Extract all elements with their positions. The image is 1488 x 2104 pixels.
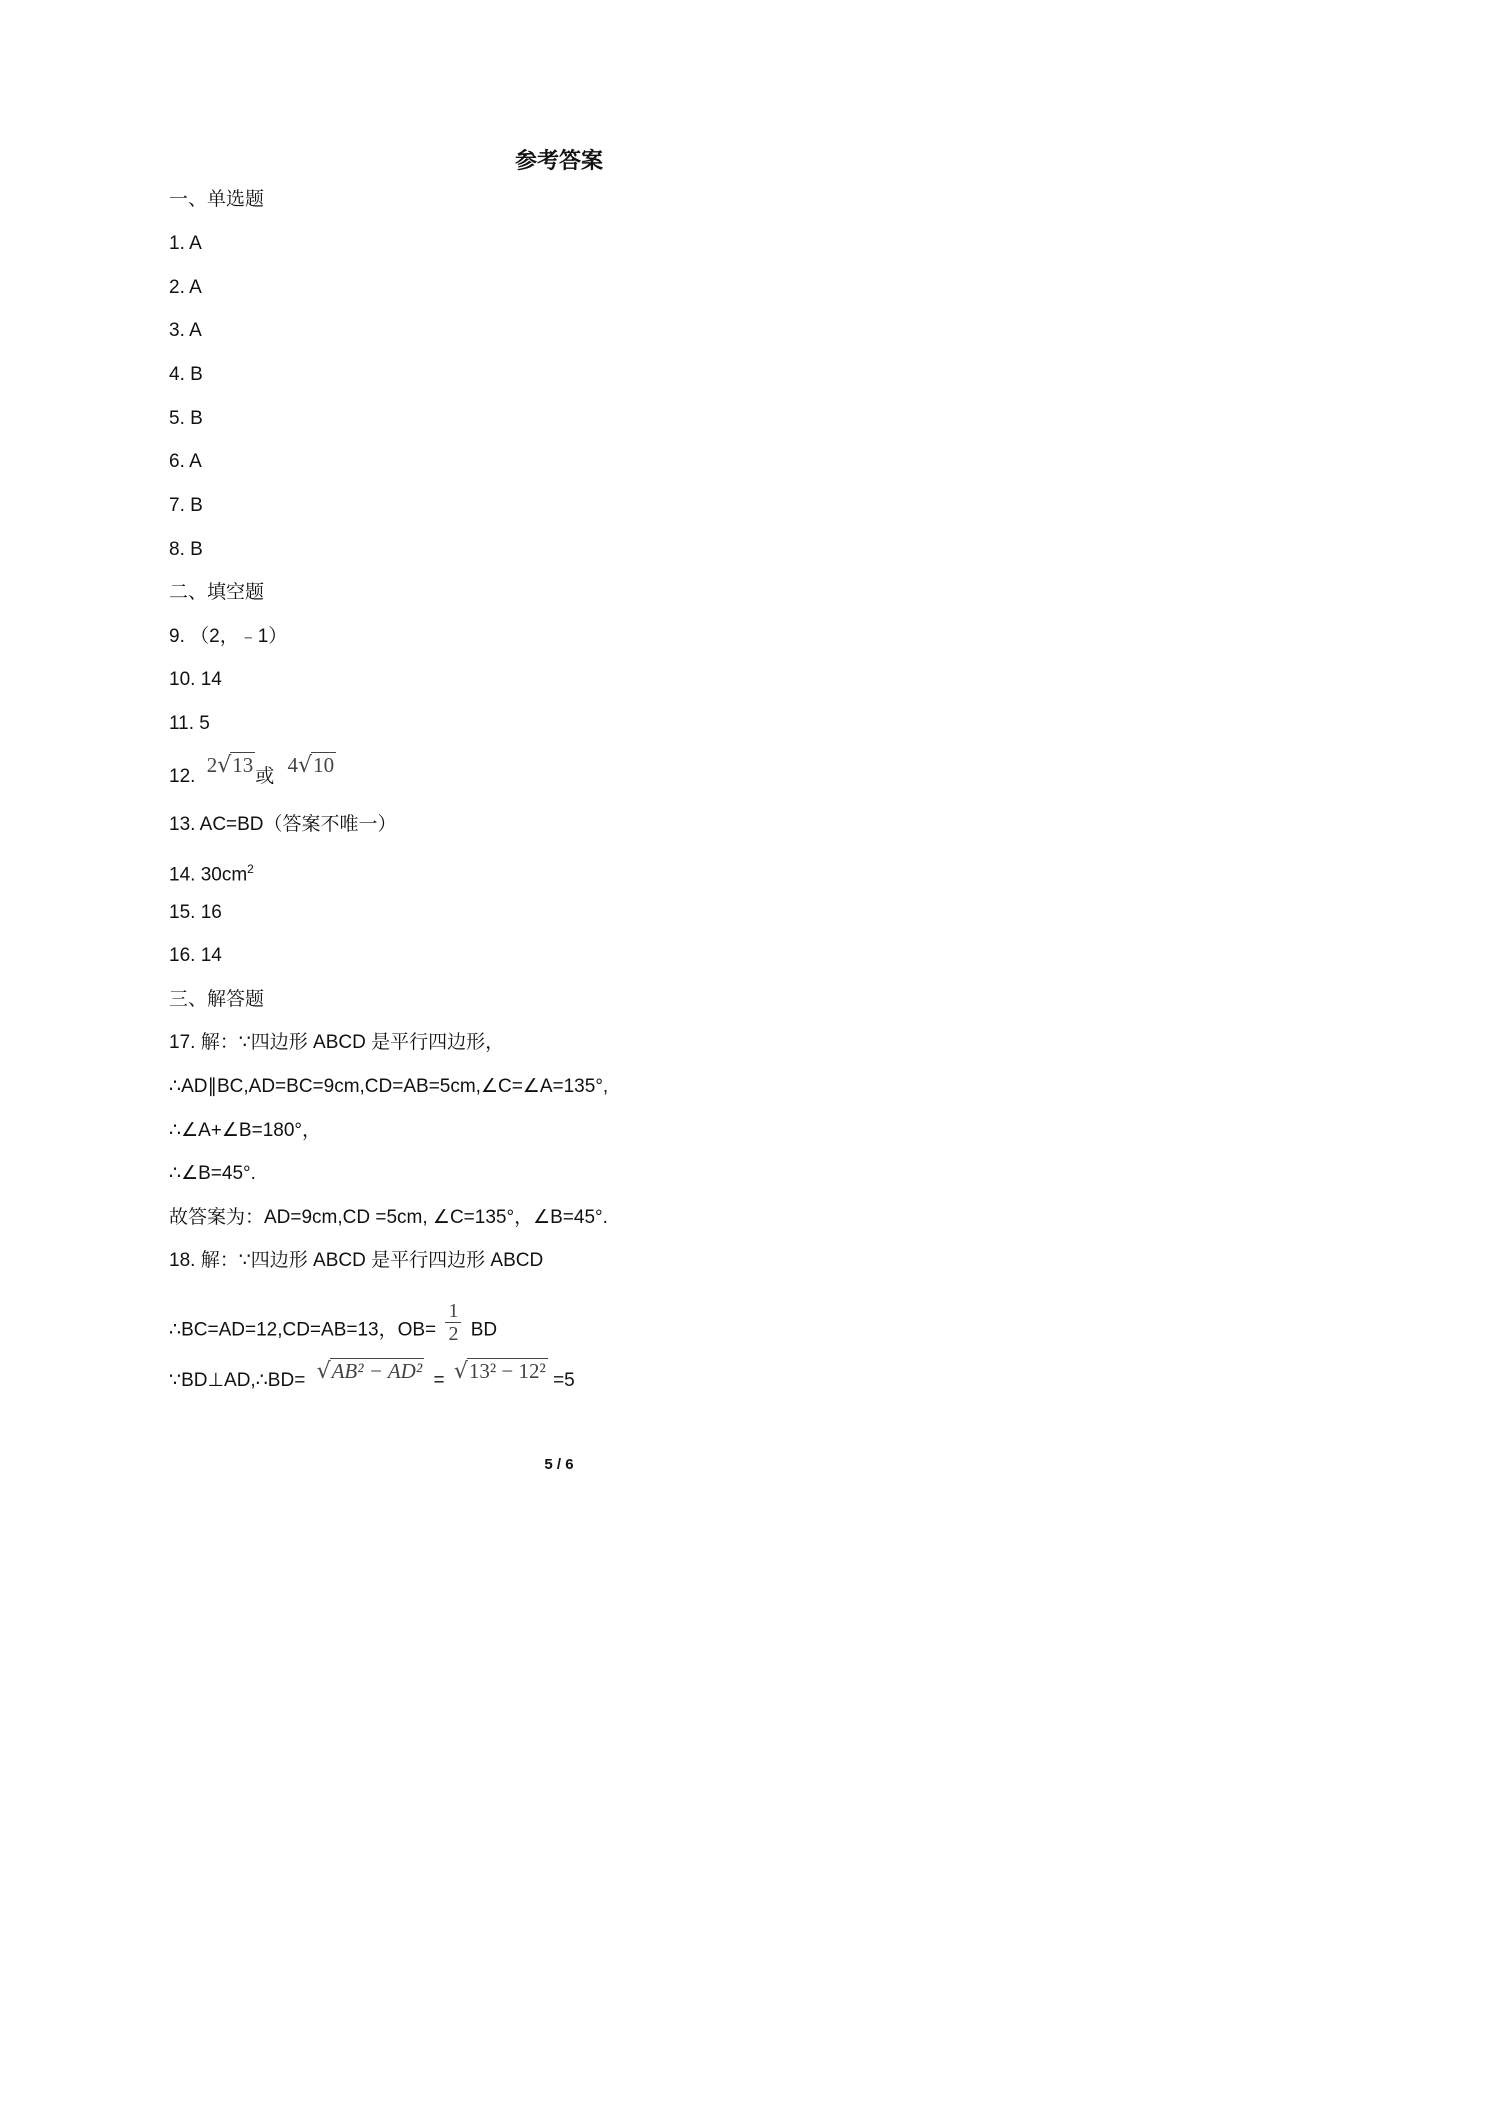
answer-7: 7. B [169, 495, 203, 516]
answer-12-coef-2: 4 [287, 753, 299, 777]
answer-8: 8. B [169, 539, 203, 560]
section-heading-single-choice: 一、单选题 [169, 188, 265, 210]
answer-3: 3. A [169, 320, 202, 341]
q17-line-5: 故答案为：AD=9cm,CD =5cm, ∠C=135°，∠B=45°. [169, 1207, 608, 1228]
answer-12-radicand-2: 10 [313, 753, 335, 777]
answer-5: 5. B [169, 408, 203, 429]
q17-line-3: ∴∠A+∠B=180°， [169, 1120, 321, 1141]
sqrt-expression-1 [317, 1359, 425, 1383]
q18-line-3 [169, 1359, 575, 1393]
answer-12-expr-1 [207, 753, 256, 777]
q18-line-2-suffix: BD [470, 1319, 498, 1341]
answer-12-coef-1: 2 [206, 753, 218, 777]
q17-line-2: ∴AD∥BC,AD=BC=9cm,CD=AB=5cm,∠C=∠A=135°, [169, 1076, 609, 1097]
answer-12 [169, 753, 336, 789]
section-heading-solutions: 三、解答题 [169, 988, 265, 1010]
page-title: 参考答案 [514, 149, 603, 174]
fraction-numerator: 1 [445, 1300, 461, 1323]
q17-line-4: ∴∠B=45°. [169, 1163, 256, 1184]
answer-12-number: 12. [169, 766, 196, 787]
answer-14 [169, 857, 254, 887]
radicand-1: AB² − AD² [331, 1359, 423, 1383]
q18-line-3-result: =5 [553, 1370, 575, 1391]
sqrt-expression-2 [454, 1359, 548, 1383]
sqrt-symbol: √ [316, 1359, 331, 1384]
answer-12-expr-2 [288, 753, 337, 777]
q18-line-1: 18. 解：∵四边形 ABCD 是平行四边形 ABCD [169, 1250, 544, 1271]
section-heading-fill-blank: 二、填空题 [169, 581, 265, 603]
answer-12-or: 或 [255, 765, 275, 787]
answer-4: 4. B [169, 364, 203, 385]
q18-line-2 [169, 1300, 498, 1353]
equals-sign: = [433, 1370, 445, 1391]
page-number: 5 / 6 [544, 1456, 574, 1473]
fraction-one-half [445, 1300, 461, 1345]
radicand-2: 13² − 12² [468, 1359, 546, 1383]
sqrt-symbol: √ [217, 753, 232, 778]
answer-13: 13. AC=BD（答案不唯一） [169, 814, 397, 835]
answer-1: 1. A [169, 233, 202, 254]
q18-line-3-text: ∵BD⊥AD,∴BD= [169, 1370, 306, 1391]
answer-14-superscript: 2 [247, 862, 254, 876]
answer-10: 10. 14 [169, 669, 222, 690]
answer-12-radicand-1: 13 [232, 753, 254, 777]
answer-6: 6. A [169, 451, 202, 472]
answer-2: 2. A [169, 277, 202, 298]
sqrt-symbol: √ [453, 1359, 468, 1384]
fraction-denominator: 2 [448, 1323, 459, 1345]
answer-15: 15. 16 [169, 902, 222, 923]
answer-14-text: 14. 30cm [169, 864, 248, 886]
sqrt-symbol: √ [298, 753, 313, 778]
q17-line-1: 17. 解：∵四边形 ABCD 是平行四边形， [169, 1032, 505, 1053]
answer-9: 9. （2，﹣1） [169, 626, 288, 647]
answer-16: 16. 14 [169, 945, 222, 966]
q18-line-2-text: ∴BC=AD=12,CD=AB=13，OB= [169, 1319, 437, 1341]
answer-11: 11. 5 [169, 713, 210, 734]
